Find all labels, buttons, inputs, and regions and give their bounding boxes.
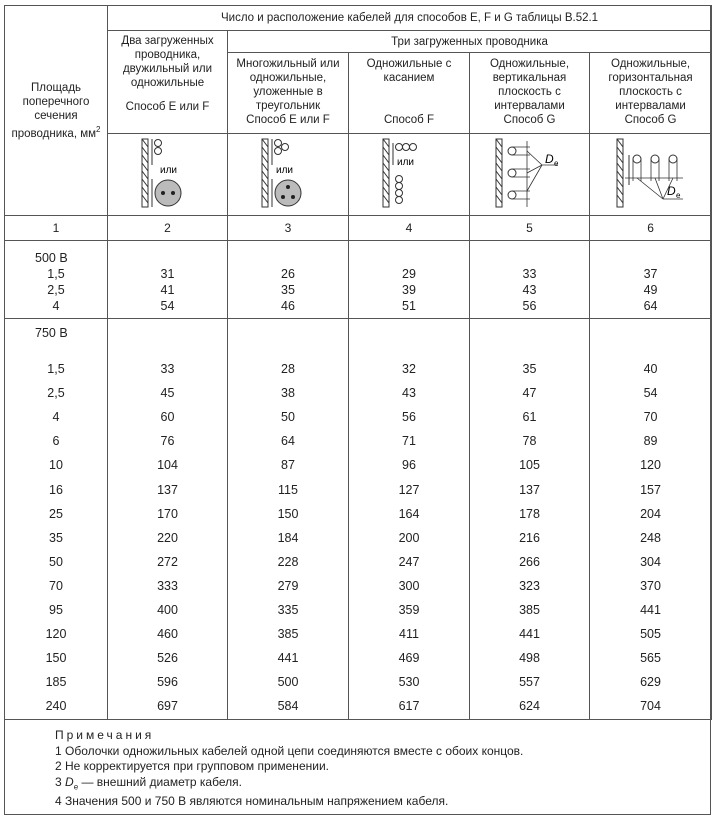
- note-item: 1 Оболочки одножильных кабелей одной цепи соединяются вместе с обоих концов.: [55, 743, 524, 758]
- cross-section-value: 16: [49, 482, 63, 497]
- current-value: 385: [277, 627, 299, 642]
- note-item: 3 $D_e$ — внешний диаметр кабеля.: [55, 774, 242, 791]
- cross-section-value: 4: [52, 410, 60, 425]
- current-value: 385: [519, 603, 540, 618]
- svg-text:D: D: [666, 183, 676, 198]
- current-value: 323: [519, 578, 540, 593]
- current-value: 530: [398, 675, 420, 690]
- column-number: 2: [108, 216, 228, 241]
- diagram-trefoil: [228, 134, 349, 216]
- current-value: 247: [398, 554, 420, 569]
- column-number: 5: [470, 216, 590, 241]
- current-value: 51: [402, 299, 416, 313]
- diagram-two-conductors: [108, 134, 228, 216]
- cross-section-value: 4: [52, 299, 60, 313]
- svg-text:D: D: [544, 151, 554, 166]
- cross-section-value: 10: [49, 458, 63, 473]
- column-4-cell: [349, 319, 470, 720]
- voltage-label: 500 В: [35, 251, 68, 265]
- svg-text:e: e: [553, 158, 558, 168]
- current-value: 629: [640, 675, 661, 690]
- current-value: 335: [277, 603, 299, 618]
- current-value: 46: [281, 299, 295, 313]
- current-value: 28: [281, 362, 295, 377]
- current-value: 400: [157, 603, 178, 618]
- cross-section-value: 35: [49, 530, 63, 545]
- notes-title: Примечания: [55, 728, 155, 742]
- current-value: 272: [157, 554, 178, 569]
- current-value: 216: [519, 530, 540, 545]
- current-value: 184: [277, 530, 299, 545]
- current-value: 37: [643, 267, 658, 281]
- voltage-label: 750 В: [35, 326, 68, 340]
- current-value: 617: [398, 699, 420, 714]
- current-value: 505: [640, 627, 661, 642]
- col4-header: Одножильные с касанием Способ F: [349, 53, 470, 134]
- current-value: 565: [640, 651, 661, 666]
- current-value: 441: [277, 651, 299, 666]
- current-value: 370: [640, 578, 661, 593]
- cross-section-value: 240: [45, 699, 67, 714]
- current-value: 584: [277, 699, 299, 714]
- svg-text:или: или: [397, 156, 415, 168]
- current-value: 56: [402, 410, 416, 425]
- cross-section-value: 25: [49, 506, 63, 521]
- current-value: 78: [522, 434, 537, 449]
- current-value: 204: [640, 506, 661, 521]
- cross-section-value: 185: [45, 675, 67, 690]
- cross-section-value: 50: [49, 554, 63, 569]
- current-value: 41: [160, 283, 175, 297]
- current-value: 411: [399, 627, 419, 642]
- column-6-cell: [590, 319, 712, 720]
- three-conductors-header: Три загруженных проводника: [228, 31, 712, 53]
- column-6-cell: [590, 241, 712, 319]
- note-item: 2 Не корректируется при групповом применении.: [55, 759, 329, 773]
- block-750v: [5, 319, 712, 720]
- cross-section-value: 1,5: [47, 362, 65, 377]
- current-value: 43: [402, 386, 416, 401]
- column-number: 4: [349, 216, 470, 241]
- cross-section-cell: [5, 319, 108, 720]
- current-value: 697: [157, 699, 178, 714]
- column-5-cell: [470, 319, 590, 720]
- cross-section-value: 2,5: [47, 386, 65, 401]
- column-2-cell: [108, 319, 228, 720]
- current-value: 359: [398, 603, 420, 618]
- current-value: 164: [398, 506, 420, 521]
- current-value: 498: [519, 651, 540, 666]
- col3-header: Многожильный или одножильные, уложенные в треугольник Способ E или F: [228, 53, 349, 134]
- cable-table-document: [4, 5, 711, 815]
- cross-section-value: 2,5: [47, 283, 65, 297]
- current-value: 60: [160, 410, 175, 425]
- current-value: 40: [643, 362, 658, 377]
- current-value: 150: [277, 506, 299, 521]
- current-value: 300: [398, 578, 420, 593]
- svg-text:или: или: [159, 164, 177, 176]
- column-5-cell: [470, 241, 590, 319]
- col5-header: Одножильные, вертикальная плоскость с интервалами Способ G: [470, 53, 590, 134]
- current-value: 228: [277, 554, 299, 569]
- current-value: 500: [277, 675, 299, 690]
- current-value: 87: [281, 458, 295, 473]
- current-value: 64: [281, 434, 295, 449]
- current-value: 43: [522, 283, 537, 297]
- column-3-cell: [228, 319, 349, 720]
- cross-section-cell: [5, 241, 108, 319]
- cross-section-value: 95: [49, 603, 63, 618]
- current-value: 624: [519, 699, 540, 714]
- current-value: 105: [519, 458, 540, 473]
- cross-section-value: 70: [49, 578, 63, 593]
- current-value: 45: [160, 386, 175, 401]
- current-value: 137: [519, 482, 540, 497]
- current-value: 38: [281, 386, 295, 401]
- current-value: 157: [640, 482, 661, 497]
- current-value: 35: [281, 283, 295, 297]
- column-number: 1: [5, 216, 108, 241]
- current-value: 32: [402, 362, 416, 377]
- column-number: 6: [590, 216, 712, 241]
- current-value: 39: [402, 283, 416, 297]
- current-value: 266: [519, 554, 540, 569]
- column-4-cell: [349, 241, 470, 319]
- current-value: 76: [160, 434, 175, 449]
- current-value: 469: [398, 651, 420, 666]
- current-value: 33: [522, 267, 537, 281]
- current-value: 29: [402, 267, 416, 281]
- current-value: 127: [398, 482, 420, 497]
- current-value: 64: [643, 299, 658, 313]
- current-value: 56: [522, 299, 537, 313]
- current-value: 96: [402, 458, 416, 473]
- note-item: 4 Значения 500 и 750 В являются номинальным напряжением кабеля.: [55, 794, 449, 809]
- current-value: 31: [160, 267, 175, 281]
- diagram-vertical-spaced: [470, 134, 590, 216]
- two-conductors-header: Два загруженных проводника, двужильный или одножильные Способ E или F: [108, 31, 228, 134]
- notes: [5, 716, 710, 810]
- current-value: 441: [519, 627, 540, 642]
- current-value: 89: [643, 434, 658, 449]
- diagram-row: [5, 134, 712, 216]
- current-value: 47: [522, 386, 537, 401]
- current-value: 557: [519, 675, 540, 690]
- current-value: 71: [402, 434, 416, 449]
- current-value: 61: [522, 410, 537, 425]
- svg-text:или: или: [276, 164, 294, 176]
- current-value: 137: [157, 482, 178, 497]
- current-value: 70: [643, 410, 658, 425]
- current-value: 33: [160, 362, 175, 377]
- cross-section-value: 120: [45, 627, 67, 642]
- col6-header: Одножильные, горизонтальная плоскость с интервалами Способ G: [590, 53, 712, 134]
- current-value: 35: [522, 362, 537, 377]
- block-500v: [5, 241, 712, 319]
- column-3-cell: [228, 241, 349, 319]
- current-value: 26: [281, 267, 295, 281]
- cross-section-value: 6: [52, 434, 60, 449]
- current-value: 54: [160, 299, 175, 313]
- current-value: 170: [157, 506, 178, 521]
- current-value: 120: [640, 458, 661, 473]
- current-value: 50: [281, 410, 295, 425]
- current-value: 200: [398, 530, 420, 545]
- column-number-row: [5, 216, 712, 241]
- current-value: 279: [277, 578, 299, 593]
- current-value: 704: [640, 699, 661, 714]
- current-value: 304: [640, 554, 661, 569]
- current-value: 178: [519, 506, 540, 521]
- current-value: 596: [157, 675, 178, 690]
- current-value: 115: [278, 482, 298, 497]
- current-value: 333: [157, 578, 178, 593]
- column-2-cell: [108, 241, 228, 319]
- current-value: 220: [157, 530, 178, 545]
- current-value: 49: [643, 283, 658, 297]
- cross-section-value: 150: [45, 651, 67, 666]
- diagram-touching: [349, 134, 470, 216]
- ampacity-table: [4, 5, 712, 720]
- cross-section-value: 1,5: [47, 267, 65, 281]
- current-value: 526: [157, 651, 178, 666]
- cross-section-header: Площадь поперечного сечения проводника, $мм^2$: [5, 6, 108, 216]
- current-value: 248: [640, 530, 661, 545]
- current-value: 104: [157, 458, 178, 473]
- current-value: 441: [640, 603, 661, 618]
- svg-text:e: e: [675, 190, 680, 200]
- current-value: 54: [643, 386, 658, 401]
- diagram-horizontal-spaced: [590, 134, 712, 216]
- column-number: 3: [228, 216, 349, 241]
- current-value: 460: [157, 627, 178, 642]
- arrangement-header: Число и расположение кабелей для способов E, F и G таблицы B.52.1: [108, 6, 712, 31]
